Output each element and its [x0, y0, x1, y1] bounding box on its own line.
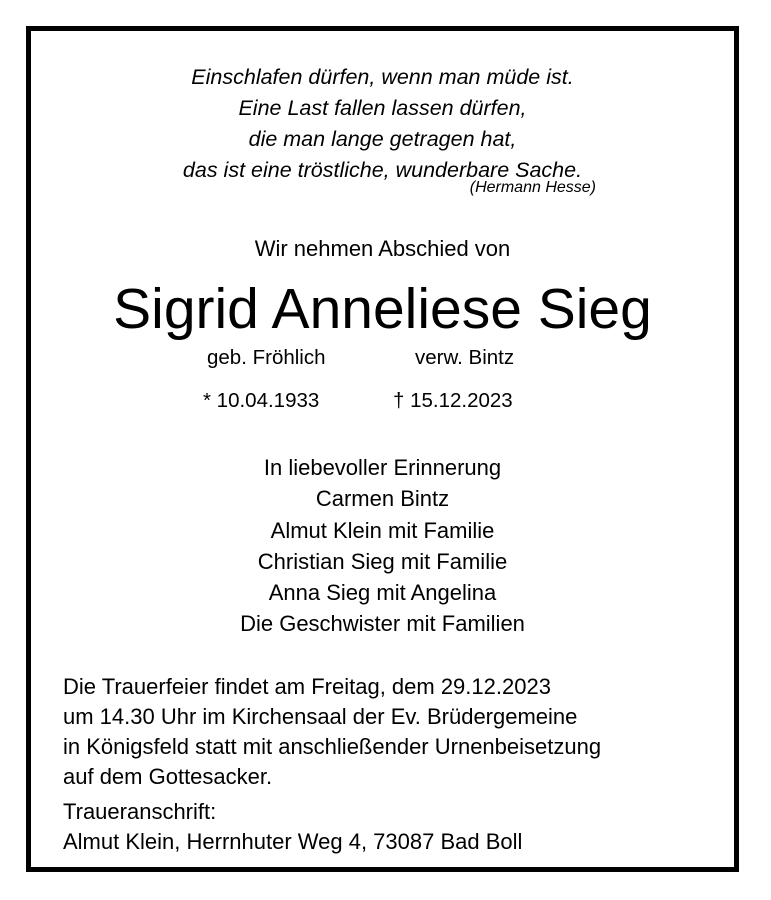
notice-line: auf dem Gottesacker.: [63, 764, 273, 789]
birth-date: * 10.04.1933: [203, 389, 320, 412]
mourner-line: Carmen Bintz: [315, 486, 450, 512]
quote-line: Einschlafen dürfen, wenn man müde ist.: [191, 65, 574, 89]
address-value: Almut Klein, Herrnhuter Weg 4, 73087 Bad Boll: [63, 829, 523, 854]
mourners-list: [31, 452, 734, 640]
mourner-line: Die Geschwister mit Familien: [240, 611, 525, 637]
birth-name: geb. Fröhlich: [207, 346, 326, 369]
quote-author: (Hermann Hesse): [469, 179, 596, 196]
mourner-line: Christian Sieg mit Familie: [257, 548, 508, 574]
mourner-line: Anna Sieg mit Angelina: [268, 580, 497, 606]
mourner-line: In liebevoller Erinnerung: [263, 455, 502, 480]
farewell-intro: Wir nehmen Abschied von: [254, 236, 511, 261]
notice-line: in Königsfeld statt mit anschließender Urnenbeisetzung: [63, 734, 602, 759]
obituary-frame: [26, 26, 739, 872]
quote-line: Eine Last fallen lassen dürfen,: [238, 96, 527, 120]
address-label: Traueranschrift:: [63, 799, 217, 824]
notice-line: um 14.30 Uhr im Kirchensaal der Ev. Brüdergemeine: [63, 704, 578, 729]
death-date: † 15.12.2023: [393, 389, 513, 412]
funeral-notice: [63, 672, 601, 792]
mourner-line: Almut Klein mit Familie: [270, 517, 495, 543]
quote: [31, 62, 734, 186]
quote-line: das ist eine tröstliche, wunderbare Sache.: [182, 158, 583, 182]
mourning-address: [63, 797, 522, 857]
notice-line: Die Trauerfeier findet am Freitag, dem 29.12.2023: [63, 674, 551, 699]
quote-line: die man lange getragen hat,: [248, 127, 517, 151]
widowed-name: verw. Bintz: [415, 346, 515, 369]
deceased-name: Sigrid Anneliese Sieg: [113, 277, 652, 341]
